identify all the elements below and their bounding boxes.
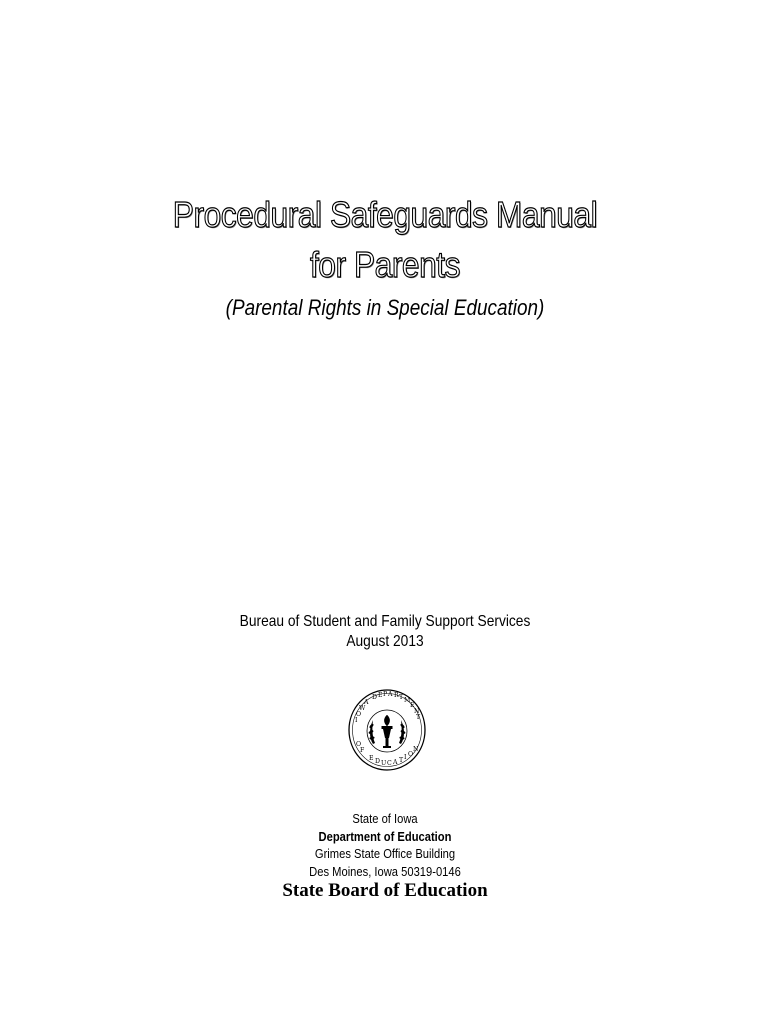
- svg-text:C: C: [387, 760, 392, 767]
- department-seal-icon: [347, 688, 427, 772]
- svg-text:R: R: [394, 692, 399, 699]
- svg-text:M: M: [404, 697, 411, 704]
- svg-text:E: E: [410, 702, 415, 709]
- svg-text:A: A: [388, 691, 393, 698]
- bureau-name: Bureau of Student and Family Support Services: [239, 613, 531, 630]
- board-name: State Board of Education: [282, 880, 488, 901]
- address-info: [0, 810, 770, 880]
- svg-text:W: W: [359, 705, 366, 712]
- svg-text:E: E: [378, 692, 383, 699]
- svg-text:I: I: [355, 717, 358, 724]
- svg-text:T: T: [399, 757, 404, 764]
- document-title: [0, 190, 770, 290]
- svg-text:I: I: [404, 754, 407, 761]
- bureau-info: [0, 612, 770, 652]
- svg-text:O: O: [408, 751, 414, 758]
- svg-text:E: E: [369, 755, 374, 762]
- svg-text:O: O: [356, 711, 362, 718]
- svg-text:O: O: [356, 741, 362, 748]
- svg-text:T: T: [416, 714, 421, 721]
- svg-text:T: T: [399, 694, 404, 701]
- svg-text:D: D: [375, 758, 380, 765]
- svg-text:A: A: [364, 699, 369, 706]
- svg-text:D: D: [372, 694, 377, 701]
- publication-date: August 2013: [346, 633, 424, 650]
- svg-text:N: N: [413, 746, 419, 753]
- svg-text:A: A: [393, 759, 398, 766]
- city-address: Des Moines, Iowa 50319-0146: [309, 863, 461, 879]
- svg-text:U: U: [381, 760, 387, 767]
- svg-text:N: N: [414, 708, 420, 715]
- title-line-2: for Parents: [309, 244, 461, 285]
- svg-text:F: F: [360, 747, 365, 754]
- document-subtitle: (Parental Rights in Special Education): [225, 295, 545, 320]
- department-name: Department of Education: [318, 828, 452, 844]
- state-name: State of Iowa: [352, 811, 418, 826]
- title-line-1: Procedural Safeguards Manual: [172, 194, 598, 235]
- svg-text:P: P: [383, 691, 388, 698]
- building-name: Grimes State Office Building: [314, 846, 456, 861]
